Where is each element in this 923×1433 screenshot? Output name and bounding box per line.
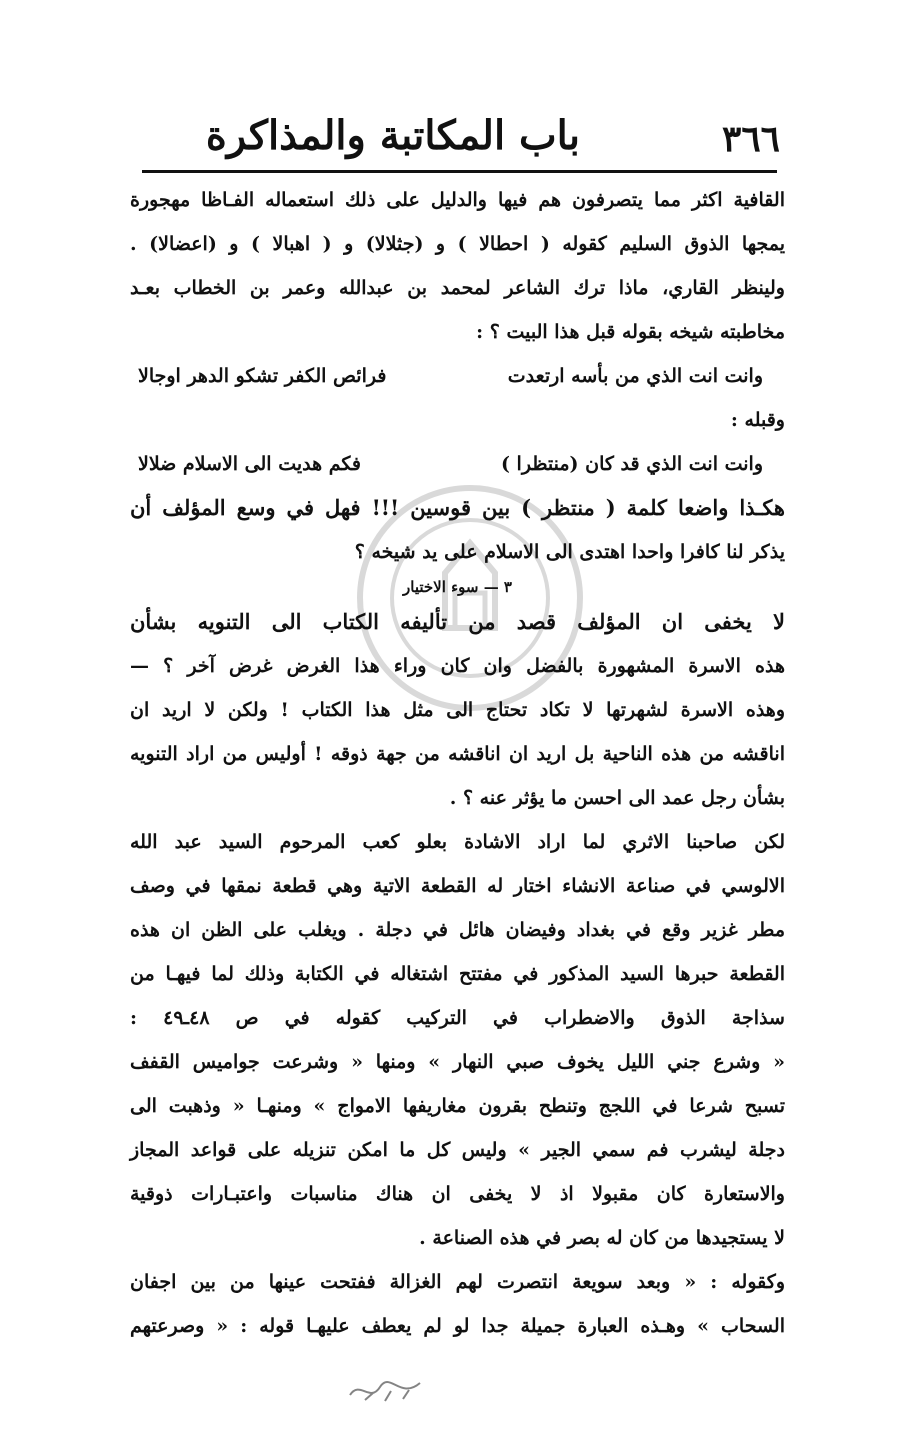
text-line: هذه الاسرة المشهورة بالفضل وان كان وراء هذا الغرض غرض آخر ؟ — <box>130 655 785 677</box>
text-line: وكقوله : « وبعد سويعة انتصرت لهم الغزالة ففتحت عينها من بين اجفان <box>130 1271 785 1293</box>
handwritten-mark <box>345 1375 425 1405</box>
text-line: الالوسي في صناعة الانشاء اختار له القطعة الاتية وهي قطعة نمقها في وصف <box>130 875 785 897</box>
text-line: السحاب » وهـذه العبارة جميلة جدا لو لم يعطف عليهـا قوله : « وصرعتهم <box>130 1315 785 1337</box>
verse-first-half: وانت انت الذي قد كان (منتظرا ) <box>500 453 763 475</box>
text-line: ولينظر القاري، ماذا ترك الشاعر لمحمد بن عبدالله وعمر بن الخطاب بعـد <box>130 277 785 299</box>
text-line: تسبح شرعا في اللجج وتنطح بقرون مغاريفها الامواج » ومنهـا « وذهبت الى <box>130 1095 785 1117</box>
text-line: دجلة ليشرب فم سمي الجير » وليس كل ما امكن تنزيله على قواعد المجاز <box>130 1139 785 1161</box>
page-body <box>130 178 785 1348</box>
text-line: لا يستجيدها من كان له بصر في هذه الصناعة . <box>419 1227 785 1249</box>
text-line: وقبله : <box>730 409 785 431</box>
verse-line <box>130 442 785 486</box>
text-line: لكن صاحبنا الاثري لما اراد الاشادة بعلو كعب المرحوم السيد عبد الله <box>130 831 785 853</box>
text-line: والاستعارة كان مقبولا اذ لا يخفى ان هناك مناسبات واعتبـارات ذوقية <box>130 1183 785 1205</box>
running-title: باب المكاتبة والمذاكرة <box>205 112 580 159</box>
verse-first-half: وانت انت الذي من بأسه ارتعدت <box>507 365 763 387</box>
text-line: يذكر لنا كافرا واحدا اهتدى الى الاسلام على يد شيخه ؟ <box>354 541 785 563</box>
header-rule <box>142 170 777 173</box>
verse-second-half: فرائص الكفر تشكو الدهر اوجالا <box>138 365 387 387</box>
text-line: وهذه الاسرة لشهرتها لا تكاد تحتاج الى مثل هذا الكتاب ! ولكن لا اريد ان <box>130 699 785 721</box>
section-heading: ٣ — سوء الاختيار <box>403 578 512 596</box>
text-line: يمجها الذوق السليم كقوله ( احطالا ) و (جثلالا) و ( اهبالا ) و (اعضالا) . <box>130 233 785 255</box>
text-line: مطر غزير وقع في بغداد وفيضان هائل في دجلة . ويغلب على الظن ان هذه <box>130 919 785 941</box>
text-line: مخاطبته شيخه بقوله قبل هذا البيت ؟ : <box>476 321 785 343</box>
text-line: لا يخفى ان المؤلف قصد من تأليفه الكتاب الى التنويه بشأن <box>130 609 785 634</box>
page-number: ٣٦٦ <box>721 118 780 160</box>
text-line: هكـذا واضعا كلمة ( منتظر ) بين قوسين !!! فهل في وسع المؤلف أن <box>130 495 785 520</box>
text-line: القافية اكثر مما يتصرفون هم فيها والدليل على ذلك استعماله الفـاظا مهجورة <box>130 189 785 211</box>
text-line: بشأن رجل عمد الى احسن ما يؤثر عنه ؟ . <box>449 787 785 809</box>
text-line: سذاجة الذوق والاضطراب في التركيب كقوله في ص ٤٨ـ٤٩ : <box>130 1007 785 1029</box>
page-header <box>140 112 780 162</box>
text-line: القطعة حبرها السيد المذكور في مفتتح اشتغاله في الكتابة وذلك لما فيهـا من <box>130 963 785 985</box>
verse-second-half: فكم هديت الى الاسلام ضلالا <box>138 453 361 475</box>
text-line: اناقشه من هذه الناحية بل اريد ان اناقشه من جهة ذوقه ! أوليس من اراد التنويه <box>130 743 785 765</box>
text-line: « وشرع جني الليل يخوف صبي النهار » ومنها « وشرعت جواميس القفف <box>130 1051 785 1073</box>
verse-line <box>130 354 785 398</box>
